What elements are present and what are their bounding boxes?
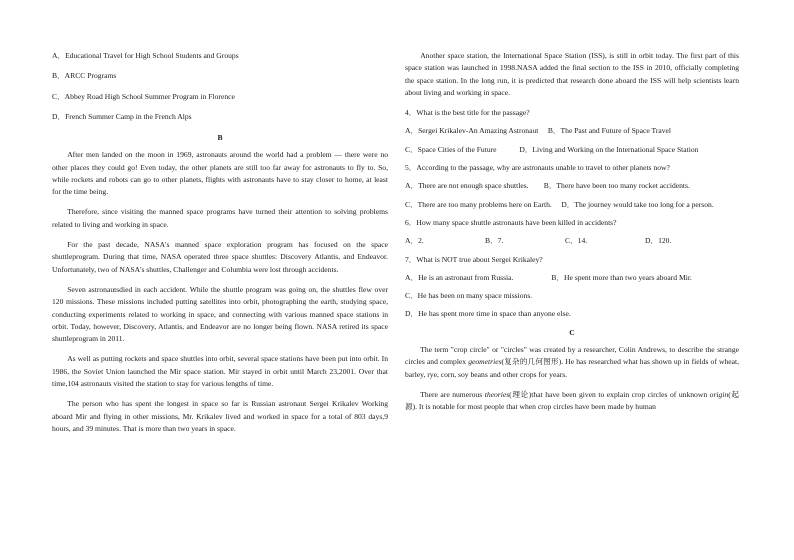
option-c: C．Abbey Road High School Summer Program in Florence	[52, 91, 235, 101]
question-6: 6．How many space shuttle astronauts have been killed in accidents?	[405, 217, 617, 227]
passage-b-paragraph-1: After men landed on the moon in 1969, astronauts around the world had a problem — there were no other places they could go! Even today, the other planets are still too far away for astronauts to fly to. So, while rockets and robots can go to other planets, flights with astronauts have to stay closer to home, at least for the time being.	[52, 150, 388, 197]
question-6-option-b: B．7.	[485, 236, 504, 246]
question-4-options-cd: C．Space Cities of the Future D．Living and Working on the International Space Station	[405, 144, 699, 154]
passage-b-paragraph-2: Therefore, since visiting the manned space programs have turned their attention to solving problems related to living and working in space.	[52, 207, 388, 229]
section-heading-c: C	[569, 327, 575, 337]
passage-c-term-origin: origin	[709, 389, 729, 399]
passage-b-paragraph-4: Seven astronautsdied in each accident. While the shuttle program was going on, the shuttles flew over 120 missions. These missions included putting satellites into orbit, photographing the earth, studying space, conducting experiments related to working in space, and connecting with various manned space stations in orbit. Today, however, Discovery, Atlantis, and Endeavor are no longer being flown. NASA retired its space shuttleprogram in 2011.	[52, 284, 388, 344]
passage-c-term-theories: theories	[484, 389, 510, 399]
question-6-option-a: A．2.	[405, 236, 424, 246]
question-6-option-d: D．120.	[645, 236, 672, 246]
question-4: 4．What is the best title for the passage?	[405, 108, 530, 118]
option-d: D．French Summer Camp in the French Alps	[52, 112, 192, 122]
passage-c-p1-text-1: The term "crop circle" or "circles" was created by a researcher, Colin Andrews, to describe the strange circles and complex	[405, 345, 739, 367]
option-a: A．Educational Travel for High School Students and Groups	[52, 51, 239, 60]
question-7-option-c: C．He has been on many space missions.	[405, 291, 533, 301]
passage-c-p2-text-3: (起源). It is notable for most people that when crop circles have been made by human	[405, 389, 740, 412]
question-7-option-d: D．He has spent more time in space than anyone else.	[405, 309, 571, 319]
passage-c-term-geometries: geometries	[468, 357, 502, 367]
question-7-options-ab: A．He is an astronaut from Russia. B．He spent more than two years aboard Mir.	[405, 272, 692, 282]
question-4-options-ab: A．Sergei Krikalev-An Amazing Astronaut B．The Past and Future of Space Travel	[405, 126, 672, 136]
question-5: 5．According to the passage, why are astronauts unable to travel to other planets now?	[405, 163, 670, 173]
question-6-options	[405, 235, 739, 247]
passage-c-p2-text-2: (理论)that have been given to explain crop circles of unknown	[509, 389, 710, 399]
passage-c-p1-text-2: (复杂的几何图形). He has researched what has shown up in fields of wheat, barley, rye, corn, soy beans and other crops for years.	[405, 357, 740, 379]
passage-b-paragraph-3: For the past decade, NASA's manned space exploration program has focused on the space shuttleprogram. During that time, NASA operated three space shuttles: Discovery Atlantis, and Endeavor. Unfortunately, two of NASA's shuttles, Challenger and Columbia were lost through accidents.	[52, 240, 388, 274]
left-column	[52, 50, 388, 443]
question-7: 7．What is NOT true about Sergei Krikaley?	[405, 254, 543, 264]
passage-c-p2-text-1: There are numerous	[420, 389, 485, 399]
passage-c-paragraph-1	[405, 344, 739, 381]
passage-c-paragraph-2	[405, 389, 739, 414]
question-5-options-ab: A．There are not enough space shuttles. B．There have been too many rocket accidents.	[405, 181, 690, 191]
section-heading-b: B	[217, 132, 223, 142]
passage-b-paragraph-6: The person who has spent the longest in space so far is Russian astronaut Sergei Krikalev Working aboard Mir and flying in other missions, Mr. Krikalev lived and worked in space for a total of 803 days,9 hours, and 39 minutes. That is more than two years in space.	[52, 399, 388, 433]
option-b: B．ARCC Programs	[52, 71, 117, 81]
passage-b-paragraph-7: Another space station, the International Space Station (ISS), is still in orbit today. The first part of this space station was launched in 1998.NASA added the final section to the ISS in 2010, officially completing the space station. In the long run, it is predicted that research done aboard the ISS will help scientists learn about living and working in space.	[405, 51, 739, 97]
question-6-option-c: C．14.	[565, 236, 588, 246]
question-5-options-cd: C．There are too many problems here on Earth. D．The journey would take too long for a person.	[405, 199, 714, 209]
right-column	[405, 50, 739, 422]
passage-b-paragraph-5: As well as putting rockets and space shuttles into orbit, several space stations have been put into orbit. In 1986, the Soviet Union launched the Mir space station. Mir stayed in orbit until March 23,2001. Over that time,104 astronauts visited the station to stay for various lengths of time.	[52, 354, 388, 388]
